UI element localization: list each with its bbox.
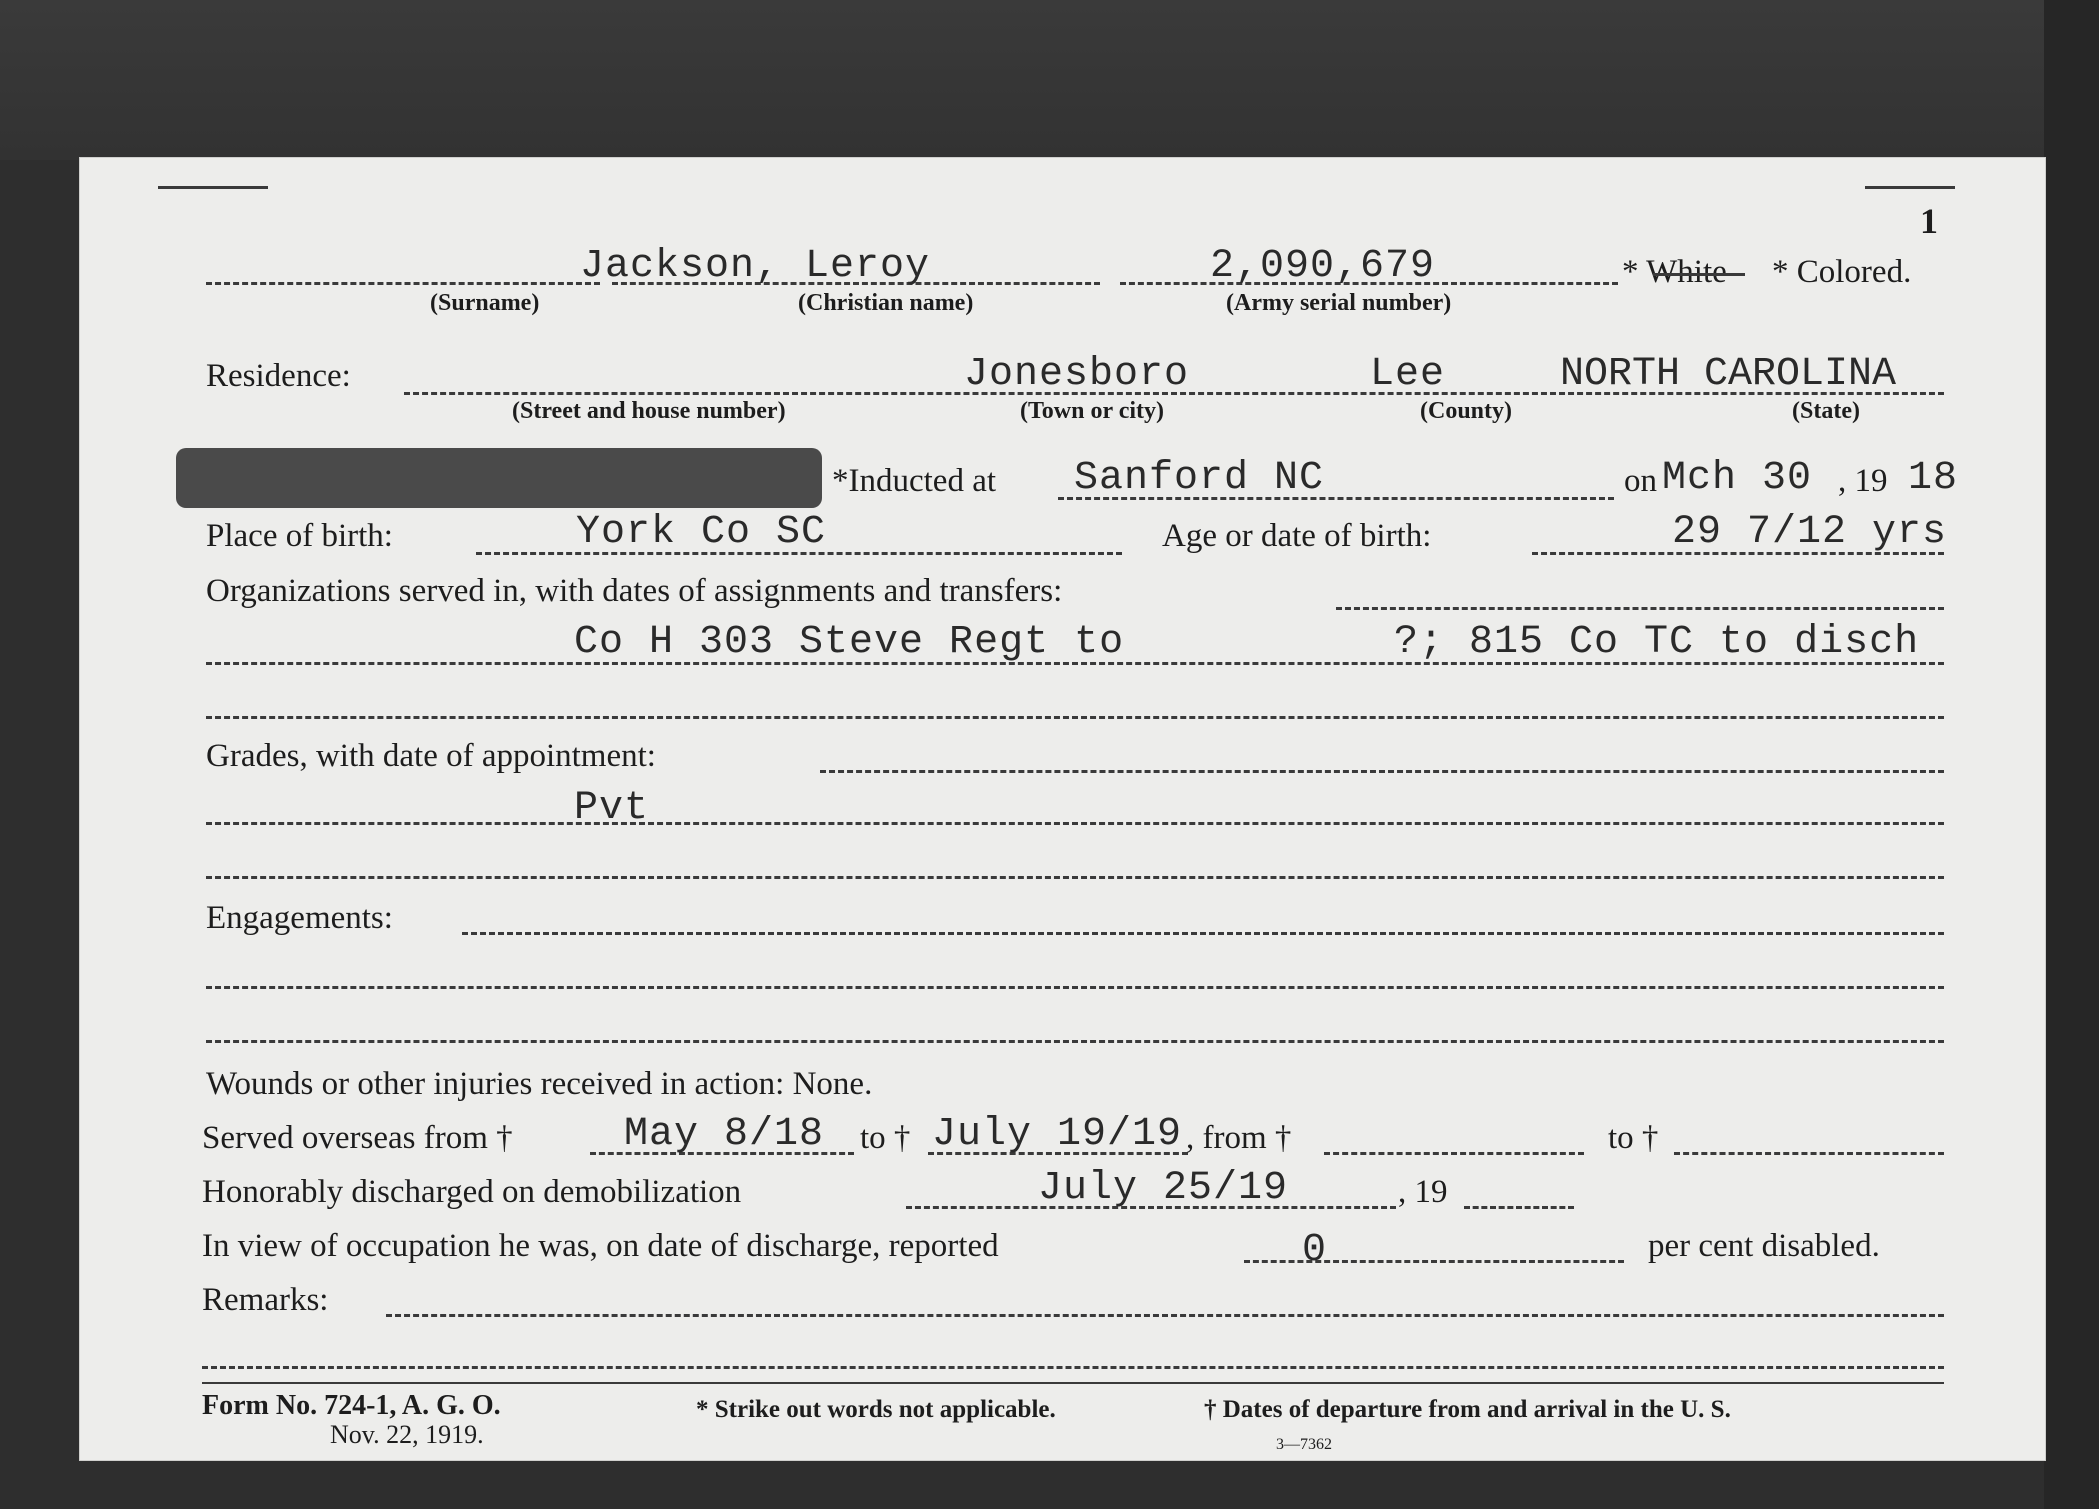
- overseas-label: Served overseas from †: [202, 1120, 513, 1156]
- corner-rule-right: [1865, 186, 1955, 189]
- grades-label: Grades, with date of appointment:: [206, 738, 656, 774]
- name-value: Jackson, Leroy: [580, 244, 931, 289]
- year-prefix: , 19: [1838, 463, 1888, 499]
- corner-rule-left: [158, 186, 268, 189]
- overseas-to2-label: to †: [1608, 1120, 1659, 1156]
- overseas-from2-line: [1324, 1152, 1584, 1155]
- age-label: Age or date of birth:: [1162, 518, 1432, 554]
- grades-line-1: [206, 822, 1944, 825]
- county-value: Lee: [1370, 352, 1446, 397]
- inducted-label: *Inducted at: [832, 463, 997, 499]
- discharge-date: July 25/19: [1038, 1166, 1289, 1211]
- overseas-from-date: May 8/18: [624, 1112, 825, 1157]
- race-colored: * Colored.: [1772, 254, 1912, 290]
- caption-serial: (Army serial number): [1226, 290, 1452, 316]
- grades-line-2: [206, 876, 1944, 879]
- org-line-0: [1336, 607, 1944, 610]
- remarks-line-0: [386, 1314, 1944, 1317]
- residence-label: Residence:: [206, 358, 351, 394]
- caption-christian: (Christian name): [798, 290, 974, 316]
- grades-line-0: [820, 770, 1944, 773]
- on-label: on: [1624, 463, 1657, 499]
- org-value-part1: Co H 303 Steve Regt to: [574, 620, 1125, 665]
- engagements-line-2: [206, 1040, 1944, 1043]
- birth-place-label: Place of birth:: [206, 518, 393, 554]
- caption-surname: (Surname): [430, 290, 540, 316]
- form-number: Form No. 724-1, A. G. O.: [202, 1390, 501, 1421]
- surname-line: [206, 282, 600, 285]
- disability-label: In view of occupation he was, on date of discharge, reported: [202, 1228, 999, 1264]
- induction-date: Mch 30: [1662, 456, 1813, 501]
- remarks-label: Remarks:: [202, 1282, 329, 1318]
- footer-rule: [202, 1382, 1944, 1384]
- grade-value: Pvt: [574, 786, 650, 831]
- caption-state: (State): [1792, 398, 1860, 424]
- caption-county: (County): [1420, 398, 1513, 424]
- remarks-line-1: [202, 1366, 1944, 1369]
- scanner-edge: [2044, 0, 2099, 1509]
- overseas-from2-label: , from †: [1186, 1120, 1292, 1156]
- year-suffix: 18: [1908, 456, 1959, 501]
- engagements-line-0: [462, 932, 1944, 935]
- org-line-2: [206, 716, 1944, 719]
- inducted-place: Sanford NC: [1074, 456, 1325, 501]
- dates-note: † Dates of departure from and arrival in the U. S.: [1204, 1396, 1731, 1423]
- discharge-label: Honorably discharged on demobilization: [202, 1174, 742, 1210]
- birth-place-value: York Co SC: [576, 510, 827, 555]
- engagements-line-1: [206, 986, 1944, 989]
- state-value: NORTH CAROLINA: [1560, 352, 1897, 397]
- form-date: Nov. 22, 1919.: [330, 1420, 484, 1449]
- strike-note: * Strike out words not applicable.: [696, 1396, 1056, 1423]
- disability-line: [1244, 1260, 1624, 1263]
- overseas-to2-line: [1674, 1152, 1944, 1155]
- serial-value: 2,090,679: [1210, 244, 1436, 289]
- overseas-to-date: July 19/19: [932, 1112, 1183, 1157]
- redaction-block: [176, 448, 822, 508]
- white-strike: [1653, 273, 1745, 276]
- scanner-background: [0, 0, 2099, 160]
- disability-suffix: per cent disabled.: [1648, 1228, 1880, 1264]
- disability-value: 0: [1302, 1228, 1328, 1273]
- org-value-part2: ?; 815 Co TC to disch: [1394, 620, 1920, 665]
- caption-street: (Street and house number): [512, 398, 786, 424]
- age-value: 29 7/12 yrs: [1672, 510, 1948, 555]
- overseas-to-label: to †: [860, 1120, 911, 1156]
- record-card: [80, 158, 2045, 1460]
- caption-town: (Town or city): [1020, 398, 1164, 424]
- race-white: * White: [1622, 254, 1727, 290]
- print-code: 3—7362: [1276, 1436, 1332, 1453]
- town-value: Jonesboro: [964, 352, 1190, 397]
- discharge-year-label: , 19: [1398, 1174, 1448, 1210]
- engagements-label: Engagements:: [206, 900, 393, 936]
- card-number: 1: [1920, 201, 1938, 241]
- discharge-year-line: [1464, 1206, 1574, 1209]
- wounds-label: Wounds or other injuries received in action: None.: [206, 1066, 873, 1102]
- organizations-label: Organizations served in, with dates of assignments and transfers:: [206, 573, 1063, 609]
